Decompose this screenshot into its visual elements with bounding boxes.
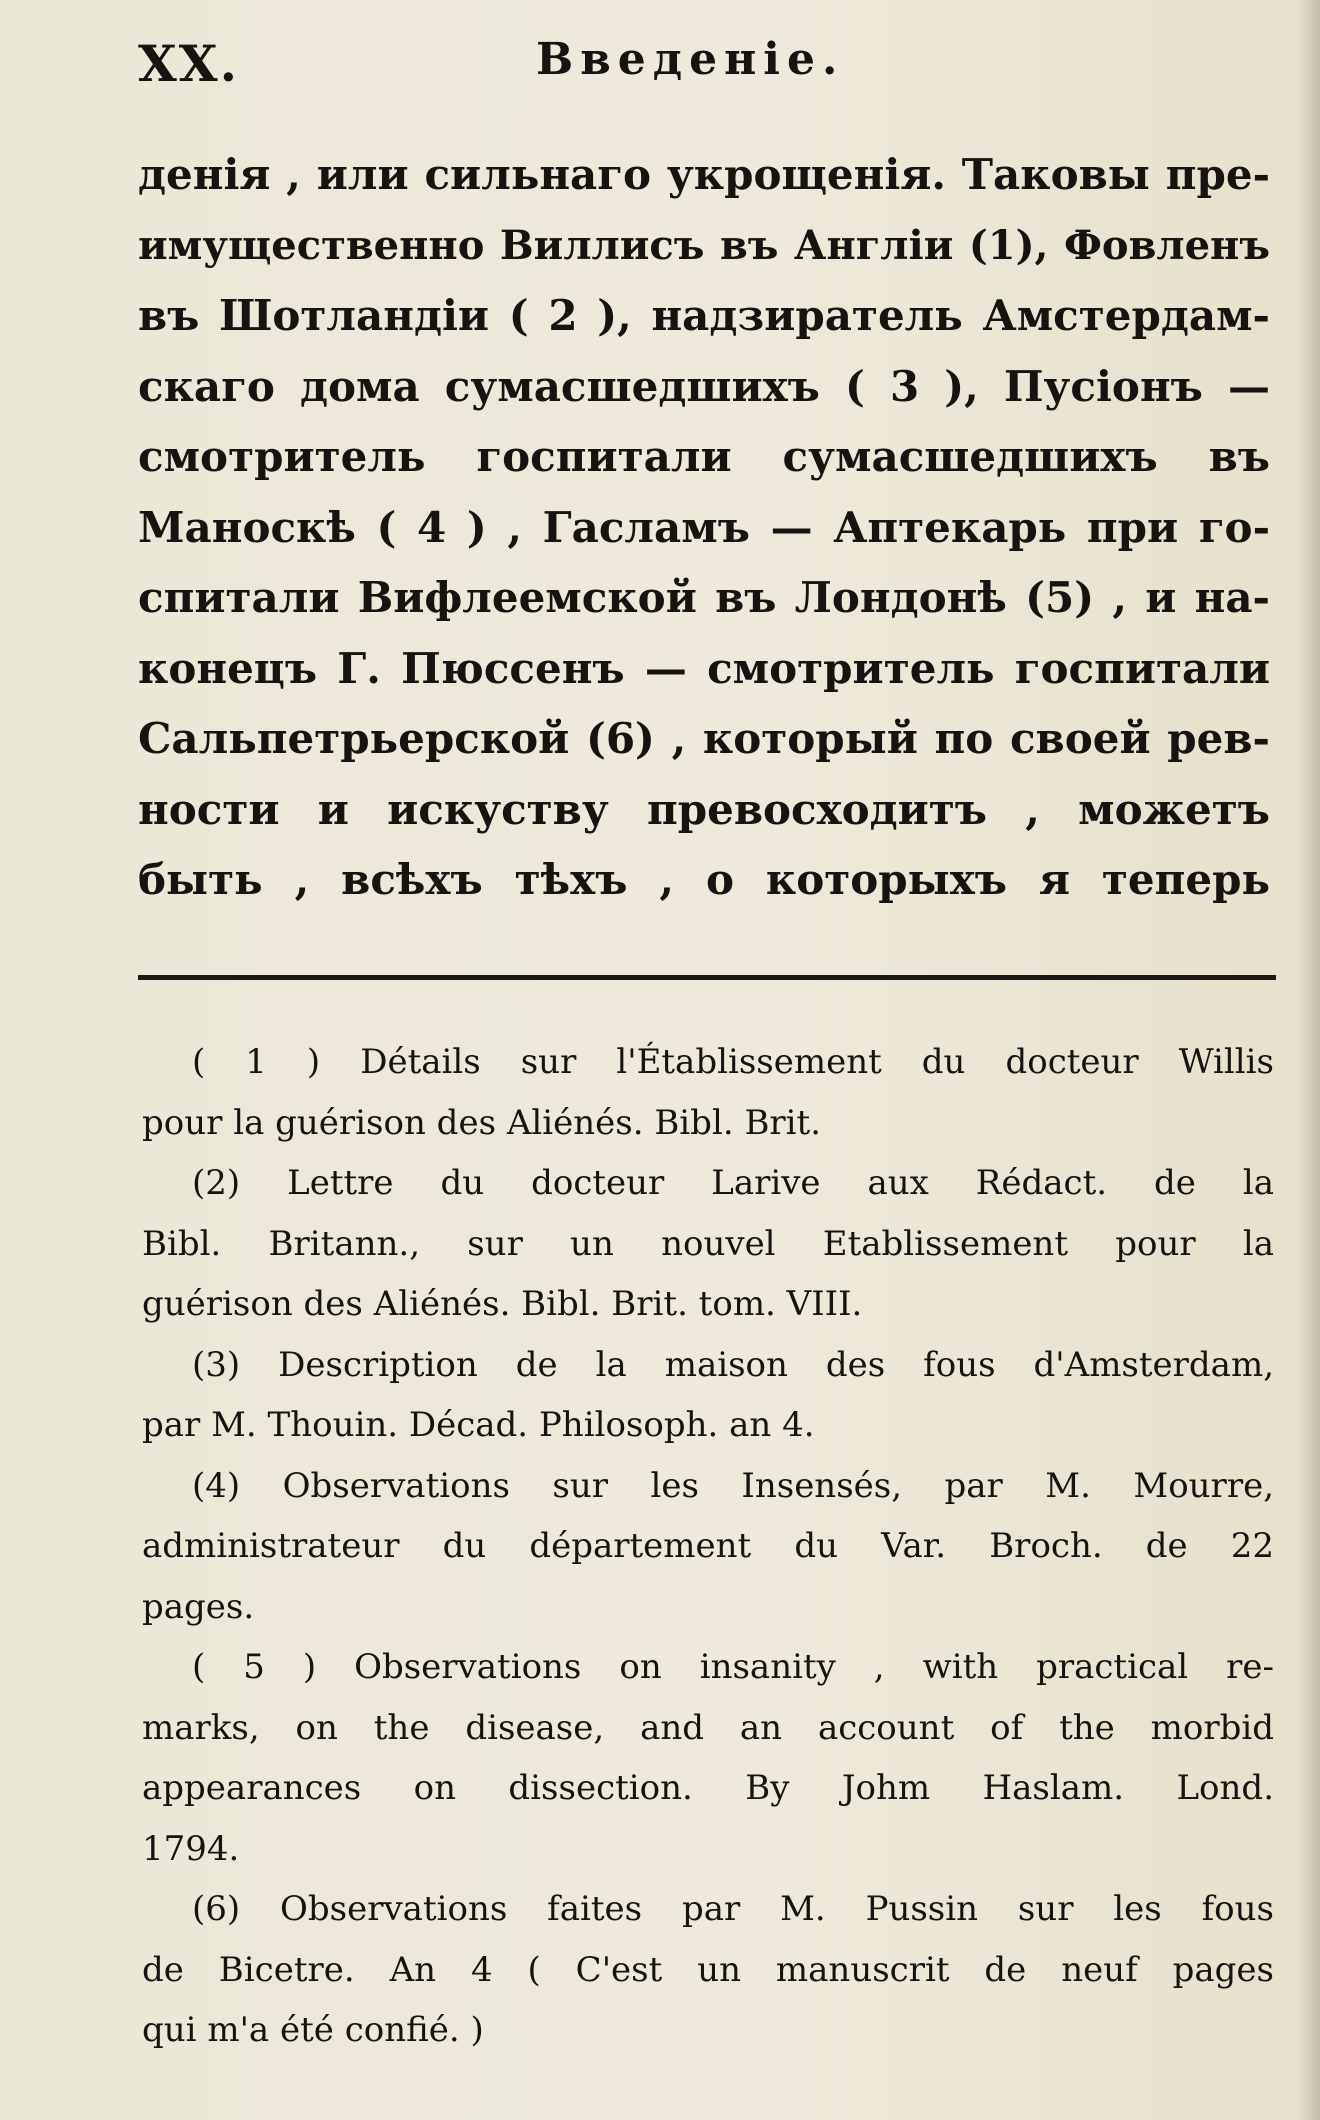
footnote-line: marks, on the disease, and an account of the morbid bbox=[142, 1707, 1274, 1748]
footnote-line: pages. bbox=[142, 1586, 255, 1627]
text-line: конецъ Г. Пюссенъ — смотритель госпитали bbox=[138, 643, 1270, 693]
footnote-line: (4) Observations sur les Insensés, par M. Mourre, bbox=[192, 1465, 1274, 1506]
footnote-line: ( 1 ) Détails sur l'Établissement du docteur Willis bbox=[192, 1042, 1274, 1082]
text-line: Маноскѣ ( 4 ) , Гасламъ — Аптекарь при го- bbox=[138, 502, 1270, 552]
footnote-line: (6) Observations faites par M. Pussin sur les fous bbox=[192, 1889, 1274, 1929]
page-number: XX. bbox=[138, 34, 239, 93]
main-text bbox=[138, 140, 1270, 916]
text-line: денія , или сильнаго укрощенія. Таковы пре- bbox=[138, 150, 1270, 199]
footnotes bbox=[142, 1032, 1274, 2061]
page-edge-shadow bbox=[1298, 0, 1320, 2120]
text-line: спитали Вифлеемской въ Лондонѣ (5) , и на- bbox=[138, 573, 1270, 622]
running-title: Введеніе. bbox=[536, 34, 845, 85]
footnote-line: par M. Thouin. Décad. Philosoph. an 4. bbox=[142, 1405, 815, 1445]
text-line: въ Шотландіи ( 2 ), надзиратель Амстердам- bbox=[138, 291, 1270, 340]
text-line: ности и искуству превосходитъ , можетъ bbox=[138, 784, 1270, 834]
text-line: скаго дома сумасшедшихъ ( 3 ), Пусіонъ — bbox=[138, 361, 1270, 411]
footnote-separator-rule bbox=[138, 975, 1276, 980]
text-line: быть , всѣхъ тѣхъ , о которыхъ я теперь bbox=[138, 855, 1270, 904]
footnote-line: (2) Lettre du docteur Larive aux Rédact. de la bbox=[192, 1163, 1274, 1203]
text-line: Сальпетрьерской (6) , который по своей рев- bbox=[138, 714, 1270, 763]
footnote-line: (3) Description de la maison des fous d'Amsterdam, bbox=[192, 1344, 1274, 1385]
text-line: смотритель госпитали сумасшедшихъ въ bbox=[138, 432, 1270, 481]
footnote-line: guérison des Aliénés. Bibl. Brit. tom. VIII. bbox=[142, 1284, 863, 1324]
footnote-line: appearances on dissection. By Johm Haslam. Lond. bbox=[142, 1768, 1274, 1808]
footnote-line: de Bicetre. An 4 ( C'est un manuscrit de neuf pages bbox=[142, 1949, 1274, 1990]
footnote-line: ( 5 ) Observations on insanity , with practical re- bbox=[192, 1647, 1274, 1687]
footnote-line: administrateur du département du Var. Broch. de 22 bbox=[142, 1526, 1274, 1566]
footnote-line: 1794. bbox=[142, 1828, 240, 1869]
text-line: имущественно Виллисъ въ Англіи (1), Фовленъ bbox=[138, 221, 1270, 269]
footnote-line: qui m'a été confié. ) bbox=[142, 2010, 484, 2050]
page-header bbox=[138, 28, 1278, 98]
footnote-line: Bibl. Britann., sur un nouvel Etablissement pour la bbox=[142, 1223, 1274, 1264]
footnote-line: pour la guérison des Aliénés. Bibl. Brit. bbox=[142, 1102, 822, 1143]
